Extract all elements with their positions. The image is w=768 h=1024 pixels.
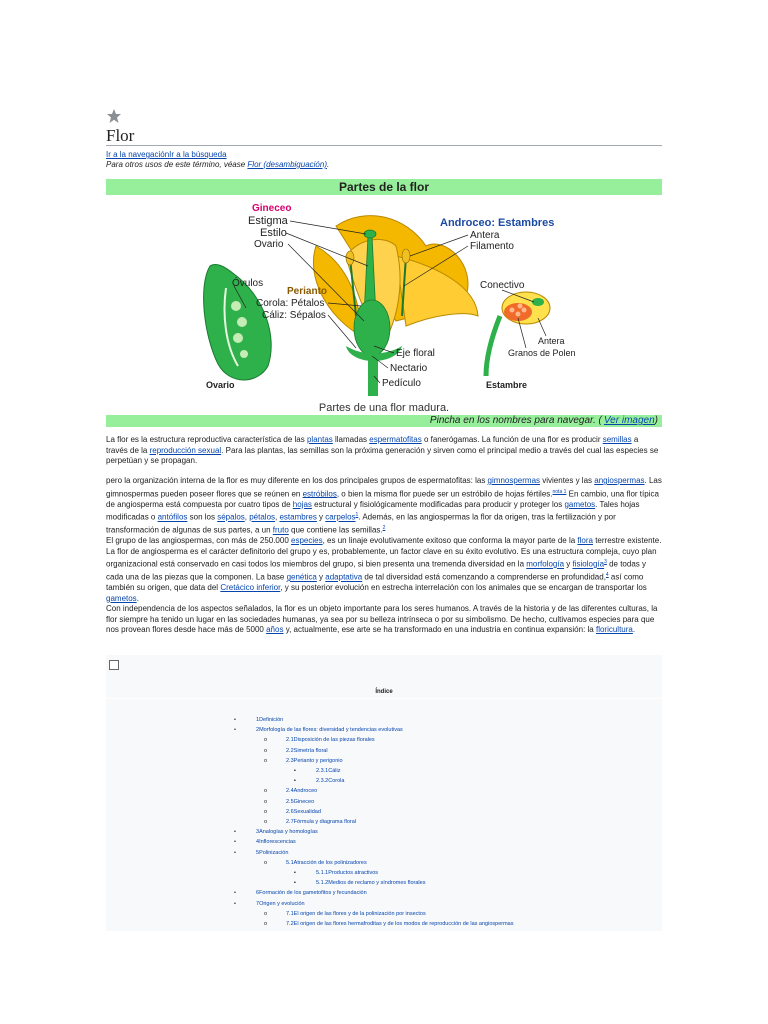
toc-item-number: 2.4 [286, 788, 294, 795]
perianto-label: Perianto [287, 286, 328, 297]
toc-bullet: ▪ [294, 870, 296, 876]
toc-separator [106, 698, 662, 699]
antera2-label: Antera [538, 336, 565, 346]
toc-item-label: Fórmula y diagrama floral [293, 819, 357, 825]
stamen-filament [486, 316, 500, 376]
toc-bullet: • [234, 829, 236, 836]
link-reproduccion-sexual[interactable]: reproducción sexual [149, 445, 222, 455]
text: terrestre existente. La flor de angiosperma es el carácter definitorio del grupo y es, probablemente, un factor clave en su éxito evolutivo. Es una estructura compleja, cuyo plan organizacional está conservado en casi todos los miembros del grupo, si bien presenta una tremenda diversidad en la [106, 536, 662, 569]
toc-bullet: • [234, 890, 236, 897]
estilo-label: Estilo [260, 227, 287, 239]
toc-item-number: 2.7 [286, 819, 294, 825]
text: , o bien la misma flor puede ser un estróbilo de hojas fértiles. [336, 489, 553, 499]
toc-item[interactable] [286, 748, 328, 754]
toc-item[interactable] [316, 870, 378, 876]
toc-item[interactable] [256, 839, 296, 845]
text: y [316, 572, 326, 582]
toc-item-label: Gineceo [293, 798, 315, 805]
eje-label: Eje floral [396, 348, 435, 359]
link-especies[interactable]: especies [291, 536, 323, 545]
text: . [136, 593, 139, 603]
nectario-label: Nectario [390, 363, 428, 374]
hatnote-end: . [327, 160, 330, 169]
antera-label: Antera [470, 230, 500, 241]
link-gametos[interactable]: gametos [564, 499, 596, 509]
toc-item-label: Cáliz [328, 768, 341, 774]
toc-item-number: 5.1.2 [316, 880, 329, 887]
link-hojas[interactable]: hojas [292, 499, 312, 509]
toc-item-label: Definición [259, 717, 284, 723]
toc-item-number: 5.1.1 [316, 870, 329, 876]
text: En cambio, una flor típica de angiosperma está compuesta por cuatro tipos de [106, 489, 659, 509]
link-morfologia[interactable]: morfología [526, 559, 565, 569]
toc-item-number: 2.6 [286, 808, 294, 815]
toc-item-label: Inflorescencias [259, 839, 296, 846]
toc-item-label: Corola [328, 778, 345, 785]
toc-item-label: Productos atractivos [328, 870, 379, 876]
link-semillas[interactable]: semillas [602, 435, 632, 444]
toc-item[interactable] [286, 788, 317, 794]
link-cretacico-inferior[interactable]: Cretácico inferior [220, 583, 281, 593]
text: de todas y cada una de las piezas que la componen. La base [106, 559, 646, 582]
link-petalos[interactable]: pétalos [249, 512, 276, 522]
page-title: Flor [106, 126, 135, 145]
toc-item-number: 7.2 [286, 921, 294, 927]
text: , [275, 512, 280, 522]
toc-item[interactable] [256, 890, 367, 896]
link-adaptativa[interactable]: adaptativa [325, 572, 363, 582]
granos-label: Granos de Polen [508, 348, 576, 358]
jump-to-navigation-link[interactable]: Ir a la navegación [106, 150, 170, 159]
intro-paragraph-1 [106, 435, 662, 467]
toc-bullet: o [264, 921, 268, 927]
toc-title: Índice [375, 689, 393, 695]
intro-paragraph-4 [106, 604, 662, 636]
text: de tal diversidad está comenzando a comprenderse en profundidad, [362, 572, 606, 582]
toc-item[interactable] [316, 778, 344, 784]
toc-item[interactable] [286, 799, 314, 805]
toc-item-number: 5.1 [286, 859, 294, 866]
ver-imagen-link[interactable]: Ver imagen [603, 415, 655, 426]
toc-bullet: o [264, 798, 268, 805]
flower-diagram [106, 196, 662, 400]
link-angiospermas[interactable]: angiospermas [594, 476, 645, 485]
ovario-label: Ovario [254, 239, 284, 250]
link-gametos-2[interactable]: gametos [106, 593, 137, 603]
toc-item-label: Analogías y homologías [259, 829, 318, 836]
text: estructural y fisiológicamente modificadas para producir y proteger los [311, 499, 565, 509]
toc-item[interactable] [286, 758, 343, 764]
toc-item-number: 2.3.2 [316, 778, 329, 785]
jump-to-search-link[interactable]: Ir a la búsqueda [169, 150, 227, 159]
toc-item-number: 4 [256, 839, 260, 846]
link-espermatofitas[interactable]: espermatofitas [369, 435, 422, 444]
toc-item[interactable] [286, 860, 367, 866]
link-sepalos[interactable]: sépalos [217, 512, 245, 522]
pediculo-label: Pedículo [382, 378, 421, 389]
toc-bullet: o [264, 819, 268, 825]
toc-bullet: • [234, 900, 236, 907]
link-gimnospermas[interactable]: gimnospermas [487, 476, 541, 485]
ref-1[interactable]: 1 [355, 512, 359, 519]
text: llamadas [332, 435, 370, 444]
toc-bullet: • [234, 727, 236, 734]
text: son los [187, 512, 218, 522]
toc-bullet: ▪ [294, 768, 296, 774]
link-estambres[interactable]: estambres [279, 512, 317, 522]
intro-paragraph-3 [106, 536, 662, 604]
toc-toggle-checkbox[interactable] [109, 660, 119, 670]
toc-bullet: o [264, 788, 268, 795]
androceo-label: Androceo: Estambres [440, 217, 555, 229]
text: . Las gimnospermas pueden poseer flores que se reúnen en [106, 476, 662, 499]
infobox-title: Partes de la flor [106, 179, 662, 195]
text: El grupo de las angiospermas, con más de 250.000 [106, 536, 292, 545]
toc-item-number: 2.3 [286, 757, 294, 764]
toc-item[interactable] [256, 717, 283, 723]
toc-item-number: 5 [256, 849, 260, 856]
toc-bullet: • [234, 849, 236, 856]
toc-bullet: o [264, 737, 268, 744]
toc-item-label: Perianto y perigonio [293, 757, 343, 764]
nav-hint-text: Pincha en los nombres para navegar. ( [429, 415, 602, 426]
filamento-label: Filamento [470, 241, 514, 252]
toc-item-label: Androceo [293, 788, 318, 795]
table-of-contents [106, 655, 662, 931]
toc-item[interactable] [286, 921, 513, 927]
toc-item-label: El origen de las flores hermafroditas y de los modos de reproducción de las angiospermas [293, 921, 514, 927]
text: que contiene las semillas. [288, 525, 383, 535]
link-fisiologia[interactable]: fisiología [572, 559, 605, 569]
text: y, actualmente, ese arte se ha transformado en una industria en continua expansión: la [283, 625, 596, 634]
toc-item[interactable] [256, 829, 318, 835]
caliz-label: Cáliz: Sépalos [262, 310, 326, 321]
text: , [244, 512, 250, 522]
estigma-label: Estigma [248, 215, 288, 227]
toc-bullet: o [264, 747, 268, 754]
toc-item-label: Polinización [259, 849, 289, 856]
toc-bullet: o [264, 757, 268, 764]
toc-item-label: Origen y evolución [259, 900, 305, 907]
toc-item-number: 2.3.1 [316, 768, 329, 774]
nav-hint-end: ) [654, 415, 658, 426]
toc-item[interactable] [286, 809, 321, 815]
link-floricultura[interactable]: floricultura [595, 625, 633, 634]
ref-2[interactable]: 2 [382, 525, 386, 532]
infobox-caption: Partes de una flor madura. [318, 402, 450, 414]
text: La flor es la estructura reproductiva característica de las [106, 435, 307, 444]
corola-label: Corola: Pétalos [256, 298, 325, 309]
link-plantas[interactable]: plantas [306, 435, 333, 444]
infobox-nav-hint [106, 415, 662, 427]
toc-bullet: o [264, 808, 268, 815]
toc-item-number: 7 [256, 900, 260, 907]
toc-item-number: 3 [256, 829, 260, 836]
text: . Tales hojas modificadas o [106, 499, 640, 522]
ovulos-label: Óvulos [232, 278, 264, 289]
text: o fanerógamas. La función de una flor es producir [421, 435, 603, 444]
disambiguation-link[interactable]: Flor (desambiguación) [247, 160, 327, 169]
link-antofilos[interactable]: antófilos [157, 512, 188, 522]
text: y [564, 559, 573, 569]
text: , y su posterior evolución en estrecha interrelación con los animales que se encargan de transportar los [280, 583, 647, 593]
toc-item-number: 2.1 [286, 737, 294, 744]
toc-item-label: Disposición de las piezas florales [293, 737, 375, 744]
toc-item-label: Formación de los gametofitos y fecundación [259, 890, 367, 897]
star-icon[interactable] [106, 108, 122, 124]
toc-item-number: 7.1 [286, 910, 294, 917]
stem [368, 356, 378, 396]
toc-item-label: Atracción de los polinizadores [293, 859, 367, 866]
text: Con independencia de los aspectos señalados, la flor es un objeto importante para los seres humanos. A través de la historia y de las diferentes culturas, la flor siempre ha tenido un lugar en las sociedades humanas, ya sea por su belleza intrínseca o por su simbolismo. De hecho, cultivamos especies para que nos provean flores desde hace más de 5000 [106, 604, 658, 634]
toc-bullet: • [234, 717, 236, 723]
toc-item-number: 2.5 [286, 798, 294, 805]
text: a través de la [106, 435, 639, 455]
toc-item-number: 2.2 [286, 747, 294, 754]
toc-item-number: 6 [256, 890, 260, 897]
toc-item[interactable] [256, 727, 403, 733]
toc-item-label: Medios de reclamo y síndromes florales [328, 880, 426, 887]
text: pero la organización interna de la flor es muy diferente en los dos principales grupos de espermatofitas: las [106, 476, 488, 485]
link-fruto[interactable]: fruto [272, 525, 289, 535]
toc-item[interactable] [286, 911, 426, 917]
toc-bullet: • [234, 839, 236, 846]
link-genetica[interactable]: genética [286, 572, 317, 582]
toc-item-number: 2 [256, 727, 260, 734]
ref-4[interactable]: 4 [605, 572, 609, 579]
toc-item-label: El origen de las flores y de la polinización por insectos [293, 910, 426, 917]
toc-item-label: Simetría floral [293, 747, 328, 754]
link-anos[interactable]: años [266, 625, 284, 634]
link-estrobilos[interactable]: estróbilos [302, 489, 337, 499]
hatnote-text: Para otros usos de este término, véase [106, 160, 248, 169]
toc-item[interactable] [286, 737, 375, 743]
toc-bullet: o [264, 859, 268, 866]
toc-item-label: Sexualidad [293, 808, 321, 815]
jump-links [106, 150, 227, 159]
toc-item[interactable] [256, 901, 305, 907]
text: vivientes y las [540, 476, 595, 485]
toc-item[interactable] [286, 819, 356, 825]
toc-item[interactable] [316, 768, 340, 774]
estambre-caption-label: Estambre [486, 380, 528, 390]
ref-nota-1[interactable]: nota 1 [552, 488, 567, 495]
toc-item-label: Morfología de las flores: diversidad y tendencias evolutivas [259, 727, 403, 734]
toc-item[interactable] [316, 880, 425, 886]
title-divider [106, 145, 662, 146]
link-flora[interactable]: flora [577, 536, 593, 545]
toc-item[interactable] [256, 850, 288, 856]
ref-3[interactable]: 3 [604, 559, 607, 565]
toc-bullet: ▪ [294, 880, 296, 887]
text: así como también su origen, que data del [106, 572, 644, 593]
text: . Además, en las angiospermas la flor da origen, tras la fertilización y por transformación de algunas de sus partes, a un [106, 512, 616, 535]
text: . Para las plantas, las semillas son la próxima generación y sirven como el principal medio a través del cual las especies se perpetúan y se propagan. [106, 445, 659, 465]
gineceo-label: Gineceo [252, 203, 292, 214]
intro-paragraph-2 [106, 476, 662, 536]
ovario-caption-label: Ovario [206, 380, 235, 390]
toc-bullet: o [264, 910, 268, 917]
text: y [316, 512, 326, 522]
conectivo-label: Conectivo [480, 280, 525, 291]
toc-bullet: ▪ [294, 778, 296, 785]
hatnote [106, 160, 329, 169]
toc-item-number: 1 [256, 717, 260, 723]
link-carpelos[interactable]: carpelos [325, 512, 356, 522]
text: , es un linaje evolutivamente exitoso que conforma la mayor parte de la [322, 536, 578, 545]
text: . [632, 625, 636, 634]
